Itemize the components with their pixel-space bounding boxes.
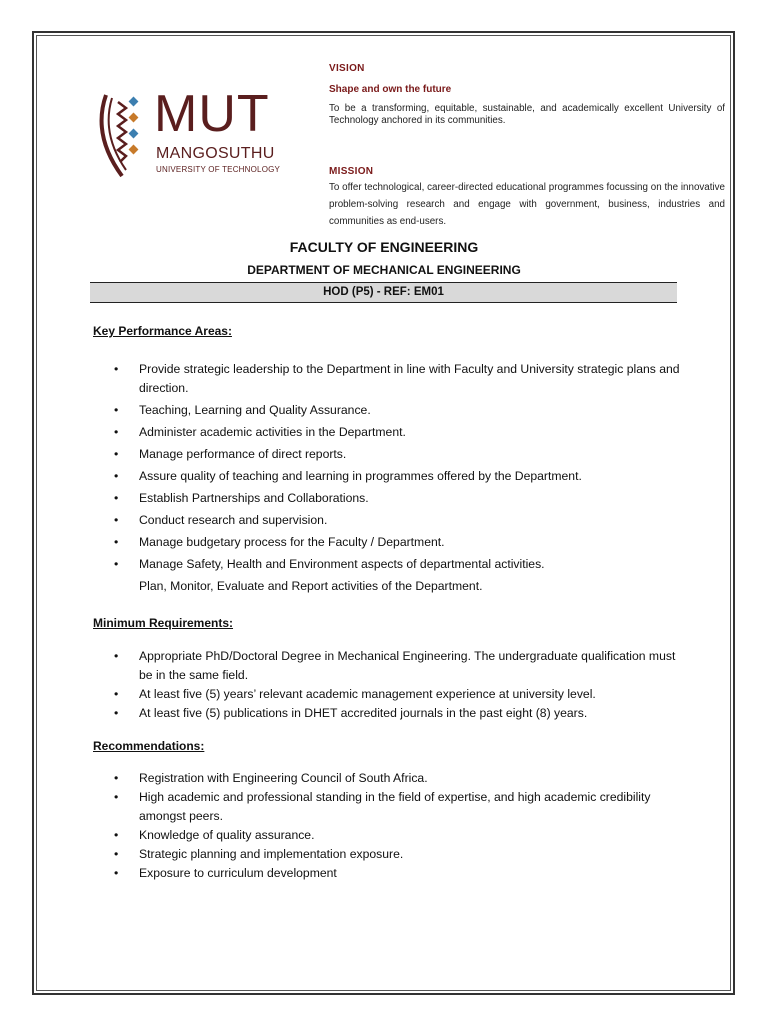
list-item-text: Provide strategic leadership to the Department in line with Faculty and University strategic plans and direction. bbox=[139, 362, 680, 395]
logo-university-name: MANGOSUTHU bbox=[156, 145, 275, 162]
bullet-icon: • bbox=[114, 790, 119, 804]
logo-wordmark: MUT bbox=[154, 85, 270, 143]
bullet-icon: • bbox=[114, 403, 119, 417]
bullet-icon: • bbox=[114, 535, 119, 549]
bullet-icon: • bbox=[114, 469, 119, 483]
list-item-text: Strategic planning and implementation exposure. bbox=[139, 847, 404, 861]
recommendations-list bbox=[93, 769, 683, 883]
bullet-icon: • bbox=[114, 491, 119, 505]
list-item-text: Appropriate PhD/Doctoral Degree in Mechanical Engineering. The undergraduate qualification must be in the same field. bbox=[139, 649, 676, 682]
mission-heading: MISSION bbox=[329, 166, 374, 177]
position-title-bar: HOD (P5) - REF: EM01 bbox=[90, 282, 677, 303]
list-item bbox=[93, 845, 683, 864]
list-item bbox=[93, 467, 683, 486]
list-item bbox=[93, 864, 683, 883]
list-item-text: Establish Partnerships and Collaborations. bbox=[139, 491, 369, 505]
bullet-icon: • bbox=[114, 687, 119, 701]
list-item bbox=[93, 423, 683, 442]
kpa-list bbox=[93, 360, 683, 599]
list-item-text: Knowledge of quality assurance. bbox=[139, 828, 315, 842]
recommendations-title: Recommendations: bbox=[93, 739, 205, 753]
list-item bbox=[93, 489, 683, 508]
list-item-text: Registration with Engineering Council of South Africa. bbox=[139, 771, 428, 785]
list-item bbox=[93, 704, 683, 723]
kpa-title: Key Performance Areas: bbox=[93, 324, 232, 338]
bullet-icon: • bbox=[114, 706, 119, 720]
list-item bbox=[93, 769, 683, 788]
logo-university-subtitle: UNIVERSITY OF TECHNOLOGY bbox=[156, 165, 281, 174]
list-item bbox=[93, 555, 683, 574]
vision-text: To be a transforming, equitable, sustainable, and academically excellent University of Technology anchored in its communities. bbox=[329, 103, 725, 126]
bullet-icon: • bbox=[114, 649, 119, 663]
list-item bbox=[93, 401, 683, 420]
list-item-text: Teaching, Learning and Quality Assurance. bbox=[139, 403, 371, 417]
bullet-icon: • bbox=[114, 425, 119, 439]
list-item-text: High academic and professional standing in the field of expertise, and high academic credibility amongst peers. bbox=[139, 790, 651, 823]
bullet-icon: • bbox=[114, 513, 119, 527]
list-item-text: Manage budgetary process for the Faculty / Department. bbox=[139, 535, 445, 549]
list-item bbox=[93, 445, 683, 464]
bullet-icon: • bbox=[114, 771, 119, 785]
vision-heading: VISION bbox=[329, 63, 365, 74]
logo-emblem-icon bbox=[96, 90, 154, 180]
list-item-text: Assure quality of teaching and learning in programmes offered by the Department. bbox=[139, 469, 582, 483]
list-item bbox=[93, 577, 683, 596]
bullet-icon: • bbox=[114, 866, 119, 880]
requirements-list bbox=[93, 647, 683, 723]
list-item bbox=[93, 788, 683, 826]
list-item-text: Conduct research and supervision. bbox=[139, 513, 328, 527]
list-item bbox=[93, 685, 683, 704]
list-item bbox=[93, 360, 683, 398]
list-item-text: Exposure to curriculum development bbox=[139, 866, 337, 880]
university-logo bbox=[96, 85, 308, 180]
mission-block bbox=[329, 165, 725, 230]
list-item-text: Manage performance of direct reports. bbox=[139, 447, 347, 461]
list-item bbox=[93, 533, 683, 552]
department-title: DEPARTMENT OF MECHANICAL ENGINEERING bbox=[247, 263, 521, 277]
list-item bbox=[93, 647, 683, 685]
bullet-icon: • bbox=[114, 828, 119, 842]
vision-tagline: Shape and own the future bbox=[329, 84, 452, 95]
list-item-text: Manage Safety, Health and Environment aspects of departmental activities. bbox=[139, 557, 545, 571]
list-item-text: At least five (5) years’ relevant academic management experience at university level. bbox=[139, 687, 596, 701]
faculty-title: FACULTY OF ENGINEERING bbox=[289, 239, 479, 255]
list-item-text: Plan, Monitor, Evaluate and Report activities of the Department. bbox=[139, 579, 483, 593]
mission-text: To offer technological, career-directed educational programmes focussing on the innovative problem-solving research and engage with government, business, industries and communities as end-users. bbox=[329, 182, 725, 227]
list-item bbox=[93, 826, 683, 845]
vision-block bbox=[329, 62, 725, 127]
bullet-icon: • bbox=[114, 557, 119, 571]
bullet-icon: • bbox=[114, 847, 119, 861]
bullet-icon: • bbox=[114, 362, 119, 376]
requirements-title: Minimum Requirements: bbox=[93, 616, 234, 630]
list-item-text: At least five (5) publications in DHET accredited journals in the past eight (8) years. bbox=[139, 706, 588, 720]
list-item-text: Administer academic activities in the Department. bbox=[139, 425, 406, 439]
bullet-icon: • bbox=[114, 447, 119, 461]
list-item bbox=[93, 511, 683, 530]
